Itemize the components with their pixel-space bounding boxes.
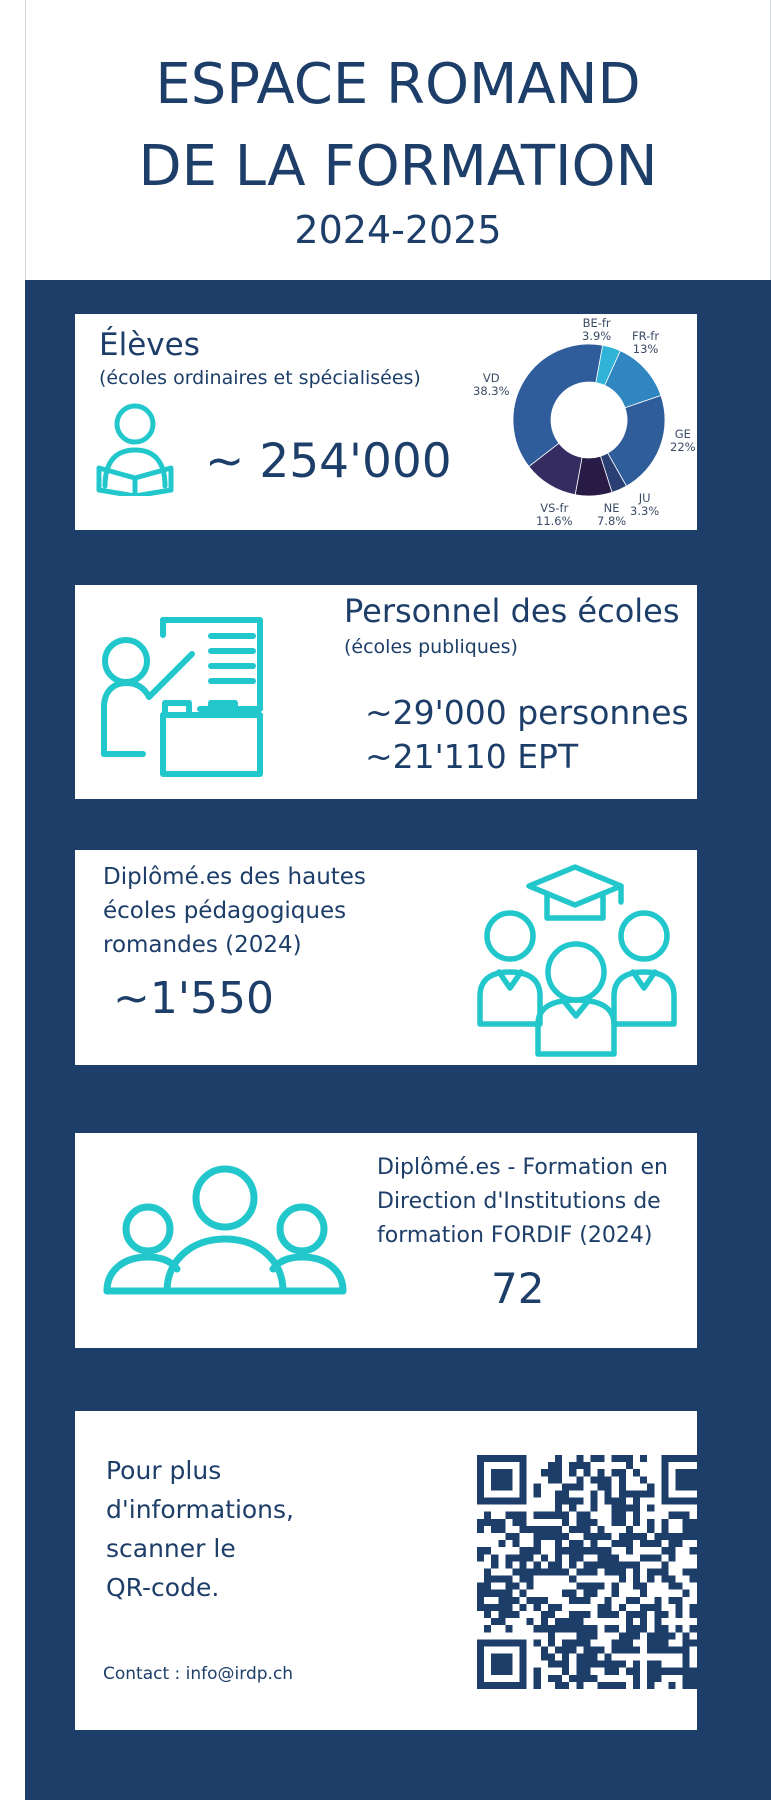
slice-label-be-fr-name: BE-fr bbox=[582, 316, 611, 330]
staff-title: Personnel des écoles bbox=[344, 592, 680, 630]
info-line-3: scanner le bbox=[106, 1534, 236, 1563]
slice-label-ge-value: 22% bbox=[670, 440, 696, 454]
hep-graduates-count: ~1'550 bbox=[113, 973, 274, 1024]
info-line-2: d'informations, bbox=[106, 1495, 295, 1524]
fordif-title-line-1: Diplômé.es - Formation en bbox=[377, 1155, 668, 1180]
info-line-4: QR-code. bbox=[106, 1573, 220, 1602]
school-year: 2024-2025 bbox=[294, 208, 502, 252]
hep-graduates-card bbox=[75, 850, 697, 1065]
slice-label-ju-value: 3.3% bbox=[630, 504, 660, 518]
title-line-2: DE LA FORMATION bbox=[138, 134, 658, 199]
info-card bbox=[75, 1411, 697, 1730]
fordif-graduates-count: 72 bbox=[491, 1264, 545, 1313]
students-count: ~ 254'000 bbox=[205, 434, 452, 489]
staff-subtitle: (écoles publiques) bbox=[344, 636, 518, 658]
slice-label-fr-fr-value: 13% bbox=[632, 342, 659, 356]
staff-count-persons: ~29'000 personnes bbox=[365, 693, 689, 732]
slice-label-ne-name: NE bbox=[603, 501, 620, 515]
info-line-1: Pour plus bbox=[106, 1456, 222, 1485]
qr-code-icon[interactable] bbox=[477, 1455, 697, 1689]
slice-label-vd bbox=[473, 372, 510, 398]
students-title: Élèves bbox=[99, 327, 200, 363]
students-donut-chart bbox=[511, 342, 667, 498]
slice-label-fr-fr bbox=[632, 330, 659, 356]
slice-label-vs-fr-value: 11.6% bbox=[536, 514, 573, 528]
hep-title-line-3: romandes (2024) bbox=[103, 932, 302, 958]
staff-card bbox=[75, 585, 697, 799]
infographic-page bbox=[25, 0, 771, 1800]
title-line-1: ESPACE ROMAND bbox=[155, 52, 641, 117]
header bbox=[25, 0, 771, 280]
slice-label-be-fr bbox=[582, 317, 611, 343]
hep-title-line-2: écoles pédagogiques bbox=[103, 898, 347, 924]
teacher-board-icon bbox=[101, 617, 269, 779]
hep-title-line-1: Diplômé.es des hautes bbox=[103, 864, 366, 890]
page-title bbox=[26, 44, 770, 208]
slice-label-vs-fr-name: VS-fr bbox=[540, 501, 569, 515]
slice-label-vs-fr bbox=[536, 502, 573, 528]
slice-label-ne-value: 7.8% bbox=[597, 514, 627, 528]
group-icon bbox=[103, 1165, 347, 1295]
slice-label-ge bbox=[670, 428, 696, 454]
slice-label-fr-fr-name: FR-fr bbox=[632, 329, 660, 343]
graduates-icon bbox=[477, 864, 677, 1058]
staff-count-fte: ~21'110 EPT bbox=[365, 737, 579, 776]
contact-email[interactable]: Contact : info@irdp.ch bbox=[103, 1664, 294, 1684]
fordif-title-line-3: formation FORDIF (2024) bbox=[377, 1223, 653, 1248]
students-subtitle: (écoles ordinaires et spécialisées) bbox=[99, 367, 421, 389]
slice-label-ju-name: JU bbox=[638, 491, 651, 505]
student-reading-icon bbox=[93, 400, 177, 496]
slice-label-ne bbox=[597, 502, 626, 528]
slice-label-vd-value: 38.3% bbox=[473, 384, 510, 398]
fordif-title-line-2: Direction d'Institutions de bbox=[377, 1189, 661, 1214]
slice-label-ju bbox=[630, 492, 659, 518]
slice-label-be-fr-value: 3.9% bbox=[582, 329, 612, 343]
slice-label-ge-name: GE bbox=[674, 427, 691, 441]
slice-label-vd-name: VD bbox=[482, 371, 500, 385]
students-card bbox=[75, 314, 697, 530]
fordif-graduates-card bbox=[75, 1133, 697, 1348]
